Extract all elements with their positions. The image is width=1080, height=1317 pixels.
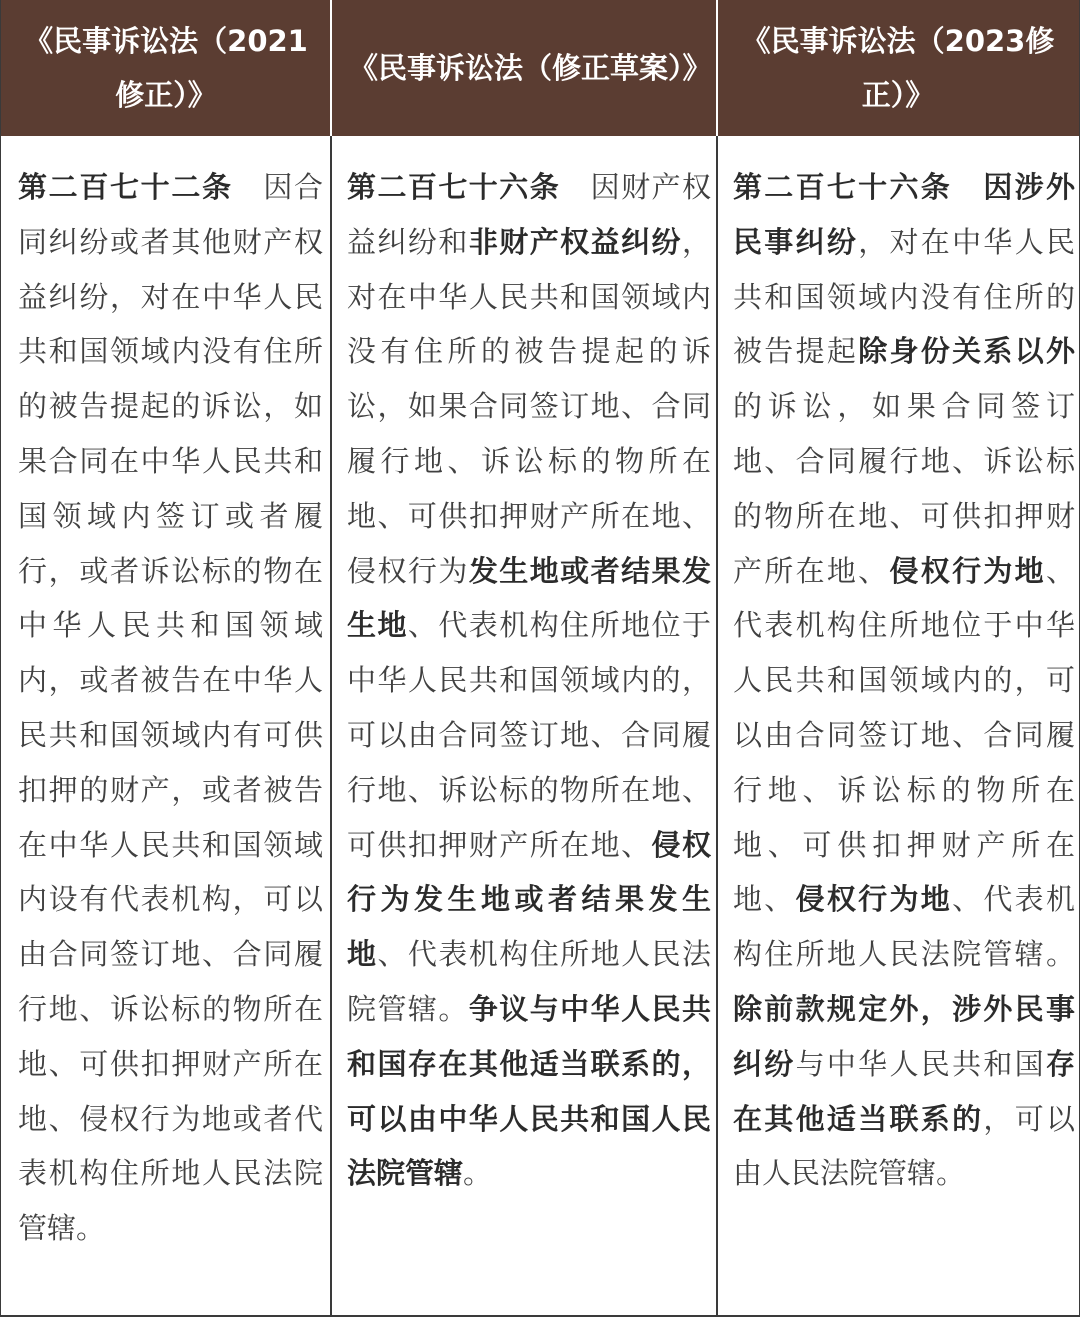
bold-segment: 除前款规定外，涉外民事纠纷: [733, 991, 1075, 1081]
text-segment: 、代表机构住所地人民法院管辖。: [347, 937, 711, 1026]
bold-segment: 存在其他适当联系的: [733, 1046, 1075, 1136]
text-segment: 因财产权益纠纷和: [347, 170, 711, 259]
body-cell-draft: [333, 136, 717, 1315]
text-segment: 、代表机构住所地人民法院管辖。: [733, 882, 1075, 972]
bold-segment: 争议与中华人民共和国存在其他适当联系的，可以由中华人民共和国人民法院管辖: [347, 991, 711, 1191]
bold-segment: 第二百七十二条: [18, 170, 233, 204]
bold-segment: 侵权行为地: [795, 882, 953, 917]
bold-segment: 第二百七十六条: [733, 170, 953, 204]
table-header-row: [1, 0, 1079, 136]
text-segment: 。: [463, 1156, 493, 1191]
text-segment: ，对在中华人民共和国领域内没有住所的被告提起的诉讼，如果合同签订地、合同履行地、诉讼标的物所在地、可供扣押财产所在地、侵权行为: [347, 224, 711, 588]
body-cell-2021: [1, 136, 331, 1315]
text-segment: 与中华人民共和国: [795, 1046, 1046, 1081]
text-segment: 的诉讼，如果合同签订地、合同履行地、诉讼标的物所在地、可供扣押财产所在地、: [733, 389, 1075, 588]
text-segment: ，可以由人民法院管辖。: [733, 1101, 1075, 1191]
article-text-2023: [733, 160, 1075, 1201]
body-cell-2023: [719, 136, 1079, 1315]
text-segment: 因合同纠纷或者其他财产权益纠纷，对在中华人民共和国领域内没有住所的被告提起的诉讼，如果合同在中华人民共和国领域内签订或者履行，或者诉讼标的物在中华人民共和国领域内，或者被告在中华人民共和国领域内有可供扣押的财产，或者被告在中华人民共和国领域内设有代表机构，可以由合同签订地、合同履行地、诉讼标的物所在地、可供扣押财产所在地、侵权行为地或者代表机构住所地人民法院管辖。: [18, 170, 323, 1246]
bold-segment: 非财产权益纠纷: [468, 224, 682, 259]
bold-segment: 侵权行为地: [889, 553, 1046, 588]
header-cell-draft: 《民事诉讼法（修正草案）》: [349, 51, 712, 85]
bold-segment: 发生地或者结果发生地: [347, 553, 711, 643]
bold-segment: 因涉外民事纠纷: [733, 170, 1075, 259]
header-cell-2023: 《民事诉讼法（2023修正）》: [741, 24, 1055, 112]
header-divider-2: [716, 0, 718, 136]
header-cell-2021: 《民事诉讼法（2021修正）》: [24, 24, 308, 112]
bold-segment: 除身份关系以外: [858, 334, 1075, 369]
article-text-draft: [347, 160, 711, 1201]
bold-segment: 侵权行为发生地或者结果发生地: [347, 827, 711, 972]
header-divider-1: [330, 0, 332, 136]
text-segment: 、代表机构住所地位于中华人民共和国领域内的，可以由合同签订地、合同履行地、诉讼标的物所在地、可供扣押财产所在地、: [347, 608, 711, 862]
text-segment: 、代表机构住所地位于中华人民共和国领域内的，可以由合同签订地、合同履行地、诉讼标的物所在地、可供扣押财产所在地、: [733, 553, 1075, 917]
text-segment: [952, 170, 983, 204]
bold-segment: 第二百七十六条: [347, 170, 561, 204]
article-text-2021: [18, 160, 323, 1256]
text-segment: ，对在中华人民共和国领域内没有住所的被告提起: [733, 224, 1075, 369]
